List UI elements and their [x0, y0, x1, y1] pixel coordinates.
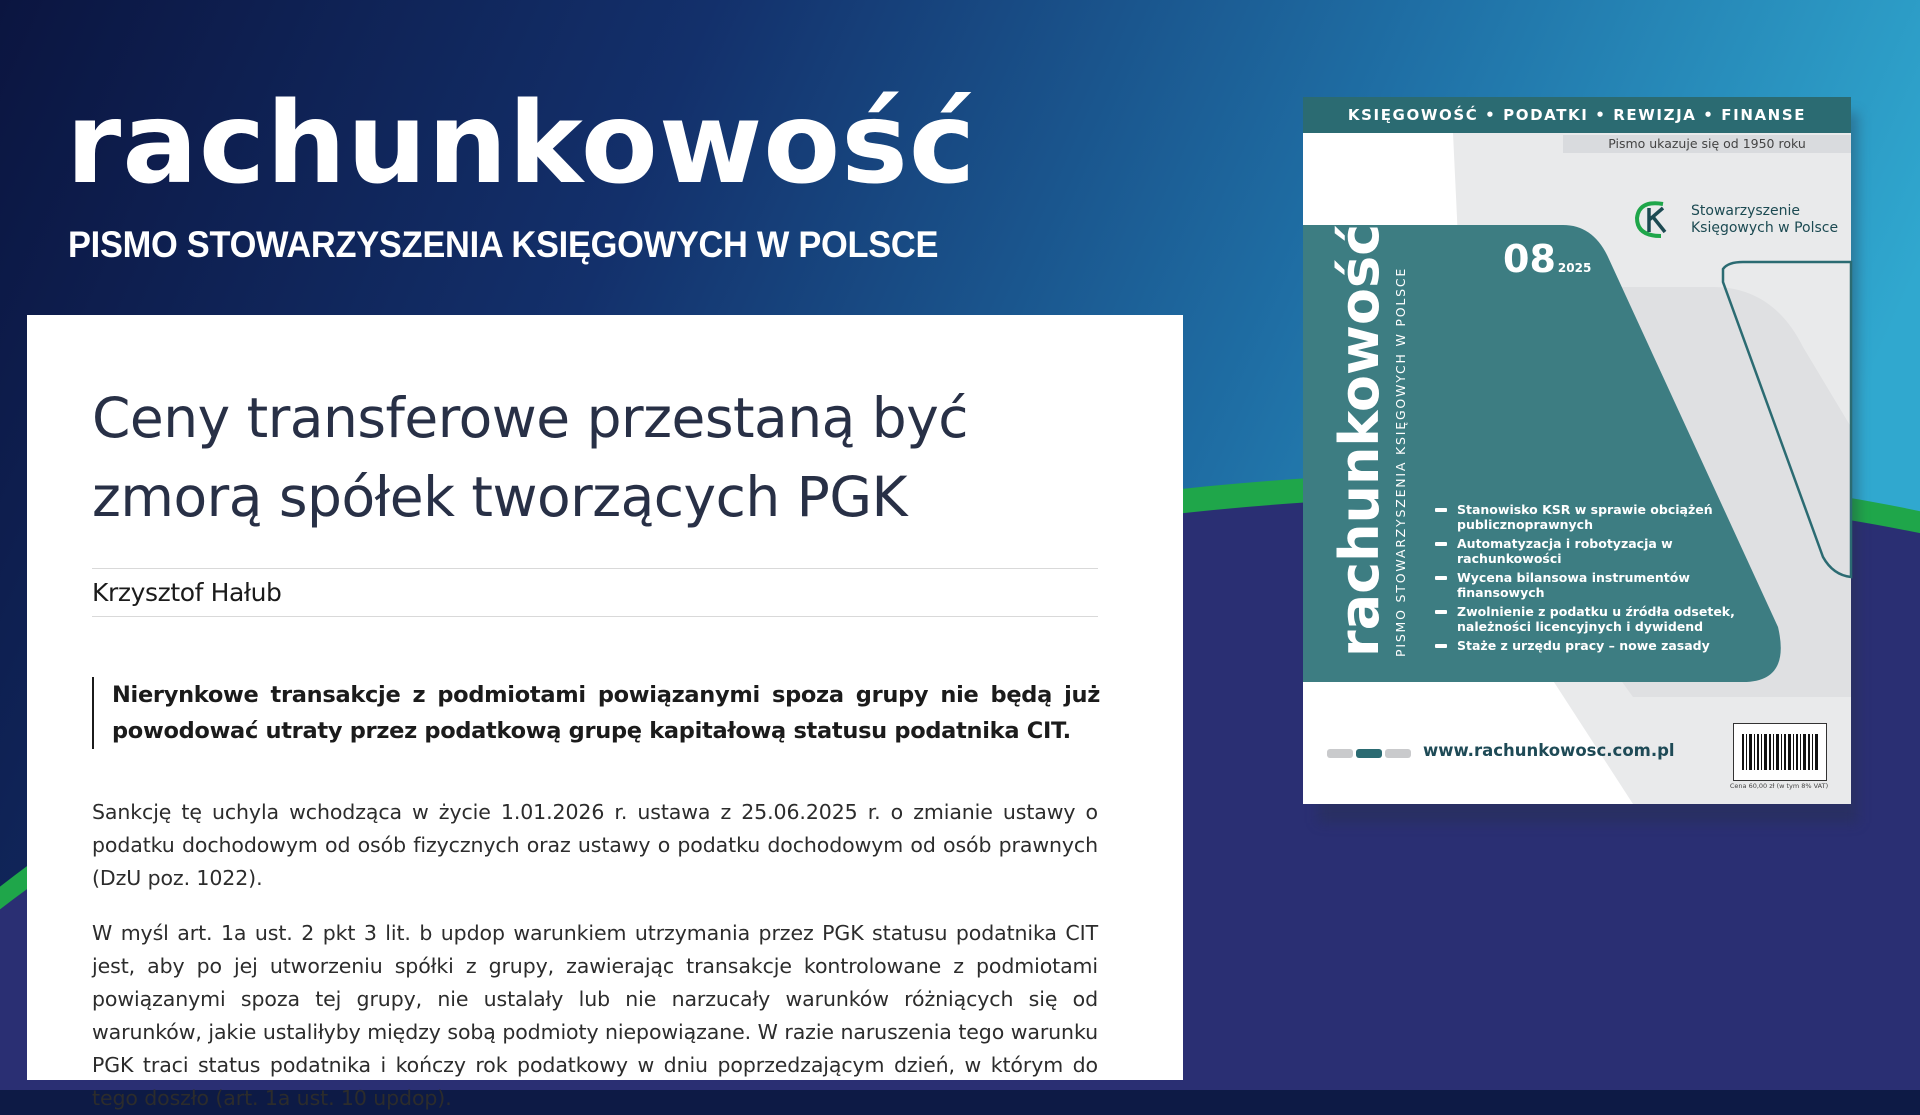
author-row: [92, 568, 1098, 617]
paragraph: Sankcję tę uchyla wchodząca w życie 1.01.2026 r. ustawa z 25.06.2025 r. o zmianie ustawy o podatku dochodowym od osób fizycznych oraz ustawy o podatku dochodowym od osób prawnych (DzU poz. 1022).: [92, 800, 1098, 890]
cover-topic: Automatyzacja i robotyzacja w rachunkowości: [1435, 537, 1735, 566]
cover-issue: [1503, 237, 1592, 281]
cover-topic: Wycena bilansowa instrumentów finansowych: [1435, 571, 1735, 600]
cover-price: Cena 60,00 zł (w tym 8% VAT): [1729, 782, 1829, 790]
cover-dots: [1327, 745, 1414, 763]
cover-url[interactable]: www.rachunkowosc.com.pl: [1423, 741, 1675, 760]
brand-wordmark: rachunkowość: [66, 79, 977, 209]
article-card: [27, 315, 1183, 1110]
cover-wordmark: rachunkowość: [1328, 223, 1391, 657]
issue-year: 2025: [1557, 261, 1592, 275]
cover-topic: Stanowisko KSR w sprawie obciążeń publicznoprawnych: [1435, 503, 1735, 532]
cover-topic: Staże z urzędu pracy – nowe zasady: [1435, 639, 1735, 654]
cover-vertical-title: [1328, 223, 1408, 657]
dot: [1356, 749, 1382, 758]
magazine-cover[interactable]: [1303, 97, 1851, 804]
cover-topics: [1435, 503, 1735, 659]
cover-band: KSIĘGOWOŚĆ • PODATKI • REWIZJA • FINANSE: [1303, 97, 1851, 133]
cover-wordmark-subtitle: PISMO STOWARZYSZENIA KSIĘGOWYCH W POLSCE: [1393, 266, 1408, 657]
cover-url-row: [1327, 741, 1675, 765]
barcode-icon: [1733, 723, 1827, 781]
article-lead: [92, 677, 1100, 749]
brand-tagline: PISMO STOWARZYSZENIA KSIĘGOWYCH W POLSCE: [68, 224, 939, 265]
issue-number: 08: [1503, 237, 1556, 281]
article-title: Ceny transferowe przestaną być zmorą spółek tworzących PGK: [92, 386, 968, 529]
dot: [1385, 749, 1411, 758]
paragraph: W myśl art. 1a ust. 2 pkt 3 lit. b updop warunkiem utrzymania przez PGK statusu podatnika CIT jest, aby po jej utworzeniu spółki z grupy, zawierając transakcje kontrolowane z podmiotami powiązanymi spoza tej grupy, nie ustalały lub nie narzucały warunków różniących się od warunków, jakie ustaliłyby między sobą podmioty niepowiązane. W razie naruszenia tego warunku PGK traci status podatnika i kończy rok podatkowy w dniu poprzedzającym dzień, w którym do tego doszło (art. 1a ust. 10 updop).: [92, 921, 1098, 1110]
author-name: Krzysztof Hałub: [92, 578, 282, 607]
dot: [1327, 749, 1353, 758]
ksk-logo-icon: [1633, 200, 1679, 240]
cover-since: Pismo ukazuje się od 1950 roku: [1563, 135, 1851, 153]
lead-text: Nierynkowe transakcje z podmiotami powiązanymi spoza grupy nie będą już powodować utraty przez podatkową grupę kapitałową statusu podatnika CIT.: [112, 682, 1100, 744]
cover-topic: Zwolnienie z podatku u źródła odsetek, należności licencyjnych i dywidend: [1435, 605, 1735, 634]
cover-org: Stowarzyszenie Księgowych w Polsce: [1691, 203, 1839, 236]
